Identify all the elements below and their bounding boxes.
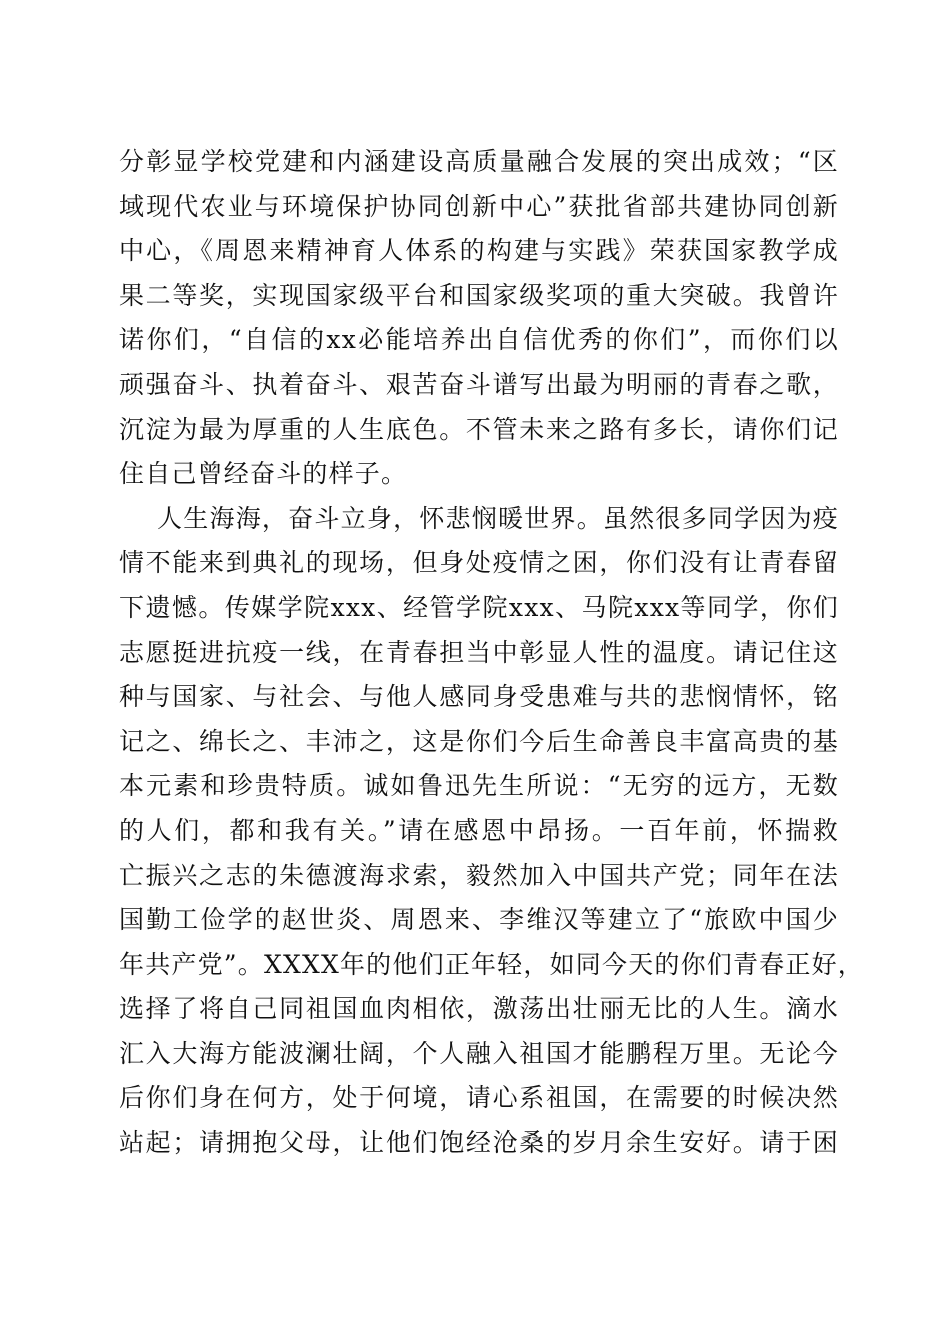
- text-line: 汇入大海方能波澜壮阔，个人融入祖国才能鹏程万里。无论今: [119, 1038, 839, 1068]
- text-line: 的人们，都和我有关。”请在感恩中昂扬。一百年前，怀揣救: [119, 815, 839, 845]
- text-line: 果二等奖，实现国家级平台和国家级奖项的重大突破。我曾许: [119, 280, 839, 310]
- text-line: 本元素和珍贵特质。诚如鲁迅先生所说：“无穷的远方，无数: [119, 771, 839, 801]
- paragraph-1: [119, 140, 839, 497]
- text-line: 记之、绵长之、丰沛之，这是你们今后生命善良丰富高贵的基: [119, 726, 839, 756]
- text-line: 站起；请拥抱父母，让他们饱经沧桑的岁月余生安好。请于困: [119, 1128, 839, 1158]
- text-line: 种与国家、与社会、与他人感同身受患难与共的悲悯情怀，铭: [119, 682, 839, 712]
- text-line: 志愿挺进抗疫一线，在青春担当中彰显人性的温度。请记住这: [119, 637, 839, 667]
- text-line: 下遗憾。传媒学院xxx、经管学院xxx、马院xxx等同学，你们: [119, 592, 839, 622]
- text-line: 顽强奋斗、执着奋斗、艰苦奋斗谱写出最为明丽的青春之歌，: [119, 369, 839, 399]
- paragraph-2: [119, 497, 864, 1166]
- text-line: 分彰显学校党建和内涵建设高质量融合发展的突出成效；“区: [119, 147, 839, 176]
- document-body: [119, 140, 864, 1166]
- text-line: 选择了将自己同祖国血肉相依，激荡出壮丽无比的人生。滴水: [119, 994, 839, 1024]
- text-line: 亡振兴之志的朱德渡海求索，毅然加入中国共产党；同年在法: [119, 860, 839, 890]
- text-line: 后你们身在何方，处于何境，请心系祖国，在需要的时候决然: [119, 1083, 839, 1113]
- text-line: 中心，《周恩来精神育人体系的构建与实践》荣获国家教学成: [119, 236, 839, 266]
- text-line: 人生海海，奋斗立身，怀悲悯暖世界。虽然很多同学因为疫: [157, 503, 839, 533]
- text-line: 沉淀为最为厚重的人生底色。不管未来之路有多长，请你们记: [119, 414, 839, 444]
- text-line: 诺你们，“自信的xx必能培养出自信优秀的你们”，而你们以: [119, 325, 839, 355]
- text-line: 国勤工俭学的赵世炎、周恩来、李维汉等建立了“旅欧中国少: [119, 905, 839, 935]
- text-line: 年共产党”。XXXX年的他们正年轻，如同今天的你们青春正好，: [119, 949, 864, 979]
- text-line: 域现代农业与环境保护协同创新中心”获批省部共建协同创新: [119, 191, 839, 221]
- text-line: 情不能来到典礼的现场，但身处疫情之困，你们没有让青春留: [119, 548, 839, 578]
- text-line: 住自己曾经奋斗的样子。: [119, 459, 408, 489]
